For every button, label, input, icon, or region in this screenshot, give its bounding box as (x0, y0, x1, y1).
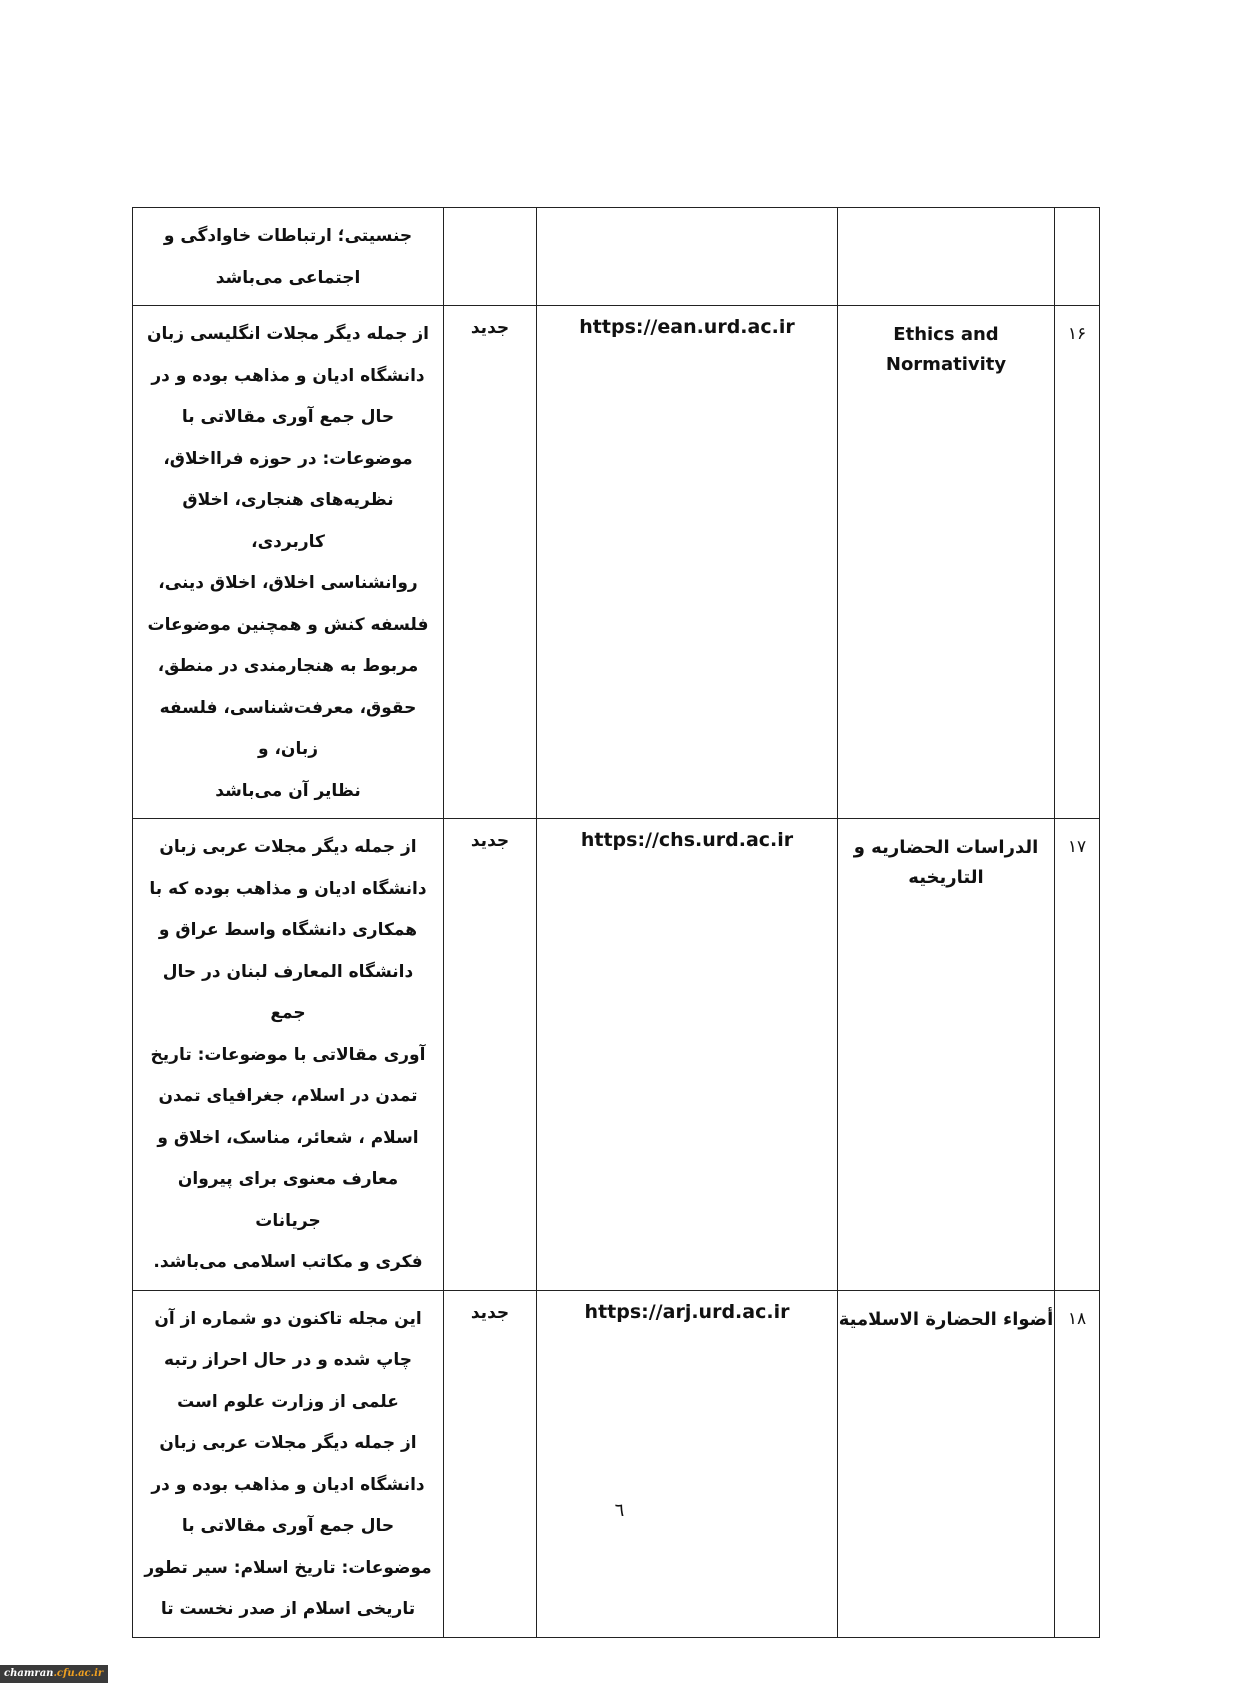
description-line: چاپ شده و در حال احراز رتبه (164, 1350, 412, 1370)
description-line: فکری و مکاتب اسلامی می‌باشد. (153, 1252, 423, 1272)
description-line: از جمله دیگر مجلات عربی زبان (159, 837, 417, 857)
description-line: دانشگاه ادیان و مذاهب بوده که با (149, 878, 427, 899)
journal-name: Ethics and Normativity (838, 306, 1055, 819)
description-line: دانشگاه المعارف لبنان در حال جمع (162, 961, 414, 1023)
logo-text: chamran (4, 1668, 54, 1679)
description-line: آوری مقالاتی با موضوعات: تاریخ (150, 1044, 426, 1065)
description-line: معارف معنوی برای پیروان جریانات (177, 1169, 399, 1231)
description-line: دانشگاه ادیان و مذاهب بوده و در (151, 1474, 425, 1495)
description-line: اسلام ، شعائر، مناسک، اخلاق و (157, 1127, 419, 1148)
description-line: موضوعات: تاریخ اسلام: سیر تطور (144, 1557, 432, 1578)
description-line: موضوعات: در حوزه فرااخلاق، (163, 448, 413, 469)
journal-url: https://chs.urd.ac.ir (537, 819, 838, 1291)
row-number: ۱۸ (1055, 1290, 1100, 1637)
description-line: تاریخی اسلام از صدر نخست تا (160, 1599, 416, 1619)
description-line: از جمله دیگر مجلات عربی زبان (159, 1433, 417, 1453)
description-line: همکاری دانشگاه واسط عراق و (158, 920, 418, 940)
description-line: حقوق، معرفت‌شناسی، فلسفه زبان، و (159, 697, 417, 759)
journal-description (133, 1290, 444, 1637)
journal-name (838, 208, 1055, 306)
description-line: این مجله تاکنون دو شماره از آن (154, 1308, 422, 1329)
description-line: جنسیتی؛ ارتباطات خاوادگی و (163, 226, 413, 246)
journal-status (444, 208, 537, 306)
journal-status: جدید (444, 306, 537, 819)
journals-table (132, 207, 1100, 1638)
row-number (1055, 208, 1100, 306)
watermark-logo (0, 1665, 108, 1683)
description-line: حال جمع آوری مقالاتی با (181, 1516, 395, 1536)
journal-url (537, 208, 838, 306)
journal-status: جدید (444, 819, 537, 1291)
journal-description (133, 819, 444, 1291)
description-line: فلسفه کنش و همچنین موضوعات (147, 614, 429, 635)
table-row (133, 819, 1100, 1291)
journal-status: جدید (444, 1290, 537, 1637)
table-row (133, 306, 1100, 819)
description-line: از جمله دیگر مجلات انگلیسی زبان (147, 324, 429, 344)
journal-url: https://ean.urd.ac.ir (537, 306, 838, 819)
description-line: علمی از وزارت علوم است (177, 1391, 399, 1412)
journal-name: الدراسات الحضاریه و التاریخیه (838, 819, 1055, 1291)
logo-domain: .cfu.ac.ir (53, 1668, 104, 1679)
description-line: نظریه‌های هنجاری، اخلاق کاربردی، (182, 490, 394, 552)
page-number: ٦ (614, 1500, 625, 1521)
table-row (133, 208, 1100, 306)
row-number: ۱۶ (1055, 306, 1100, 819)
table-row (133, 1290, 1100, 1637)
description-line: دانشگاه ادیان و مذاهب بوده و در (151, 365, 425, 386)
journal-description (133, 306, 444, 819)
description-line: حال جمع آوری مقالاتی با (181, 407, 395, 427)
description-line: اجتماعی می‌باشد (215, 267, 361, 288)
journal-url: https://arj.urd.ac.ir (537, 1290, 838, 1637)
description-line: نظایر آن می‌باشد (215, 780, 361, 801)
description-line: مربوط به هنجارمندی در منطق، (157, 656, 419, 676)
description-line: تمدن در اسلام، جغرافیای تمدن (158, 1086, 418, 1106)
journal-description (133, 208, 444, 306)
row-number: ۱۷ (1055, 819, 1100, 1291)
description-line: روانشناسی اخلاق، اخلاق دینی، (158, 573, 418, 593)
journal-name: أضواء الحضارة الاسلامیة (838, 1290, 1055, 1637)
